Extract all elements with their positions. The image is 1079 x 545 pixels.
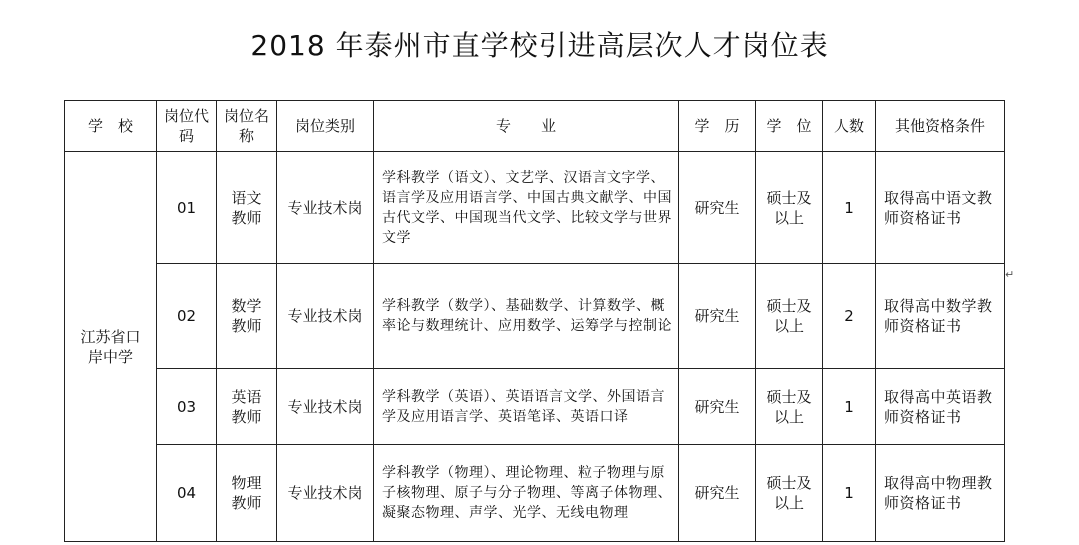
degree-cell: 硕士及以上 (756, 445, 823, 542)
header-name: 岗位名称 (217, 101, 277, 152)
major-cell: 学科教学（数学）、基础数学、计算数学、概率论与数理统计、应用数学、运筹学与控制论 (374, 264, 679, 369)
table-row (65, 445, 1005, 542)
degree-cell: 硕士及以上 (756, 264, 823, 369)
code-cell: 03 (157, 369, 217, 445)
name-cell: 物理教师 (217, 445, 277, 542)
degree-cell: 硕士及以上 (756, 152, 823, 264)
header-row (65, 101, 1005, 152)
conditions-cell: 取得高中英语教师资格证书 (876, 369, 1005, 445)
count-cell: 2 (823, 264, 876, 369)
name-cell: 英语教师 (217, 369, 277, 445)
major-cell: 学科教学（物理）、理论物理、粒子物理与原子核物理、原子与分子物理、等离子体物理、凝聚态物理、声学、光学、无线电物理 (374, 445, 679, 542)
header-code: 岗位代码 (157, 101, 217, 152)
name-cell: 数学教师 (217, 264, 277, 369)
education-cell: 研究生 (679, 152, 756, 264)
education-cell: 研究生 (679, 445, 756, 542)
conditions-cell: 取得高中物理教师资格证书 (876, 445, 1005, 542)
page-title: 2018 年泰州市直学校引进高层次人才岗位表 (250, 29, 829, 62)
category-cell: 专业技术岗 (277, 152, 374, 264)
category-cell: 专业技术岗 (277, 445, 374, 542)
header-school: 学 校 (65, 101, 157, 152)
table-row (65, 264, 1005, 369)
header-education: 学 历 (679, 101, 756, 152)
count-cell: 1 (823, 152, 876, 264)
positions-table (64, 100, 1005, 542)
conditions-cell: 取得高中语文教师资格证书 (876, 152, 1005, 264)
name-cell: 语文教师 (217, 152, 277, 264)
table-row (65, 152, 1005, 264)
category-cell: 专业技术岗 (277, 369, 374, 445)
degree-cell: 硕士及以上 (756, 369, 823, 445)
code-cell: 02 (157, 264, 217, 369)
header-count: 人数 (823, 101, 876, 152)
code-cell: 01 (157, 152, 217, 264)
category-cell: 专业技术岗 (277, 264, 374, 369)
major-cell: 学科教学（语文）、文艺学、汉语言文字学、语言学及应用语言学、中国古典文献学、中国古代文学、中国现当代文学、比较文学与世界文学 (374, 152, 679, 264)
header-major: 专 业 (374, 101, 679, 152)
school-cell: 江苏省口岸中学 (65, 152, 157, 542)
count-cell: 1 (823, 369, 876, 445)
code-cell: 04 (157, 445, 217, 542)
table-row (65, 369, 1005, 445)
header-category: 岗位类别 (277, 101, 374, 152)
education-cell: 研究生 (679, 264, 756, 369)
paragraph-mark-icon: ↵ (1005, 268, 1015, 281)
major-cell: 学科教学（英语）、英语语言文学、外国语言学及应用语言学、英语笔译、英语口译 (374, 369, 679, 445)
count-cell: 1 (823, 445, 876, 542)
education-cell: 研究生 (679, 369, 756, 445)
header-conditions: 其他资格条件 (876, 101, 1005, 152)
header-degree: 学 位 (756, 101, 823, 152)
conditions-cell: 取得高中数学教师资格证书 (876, 264, 1005, 369)
